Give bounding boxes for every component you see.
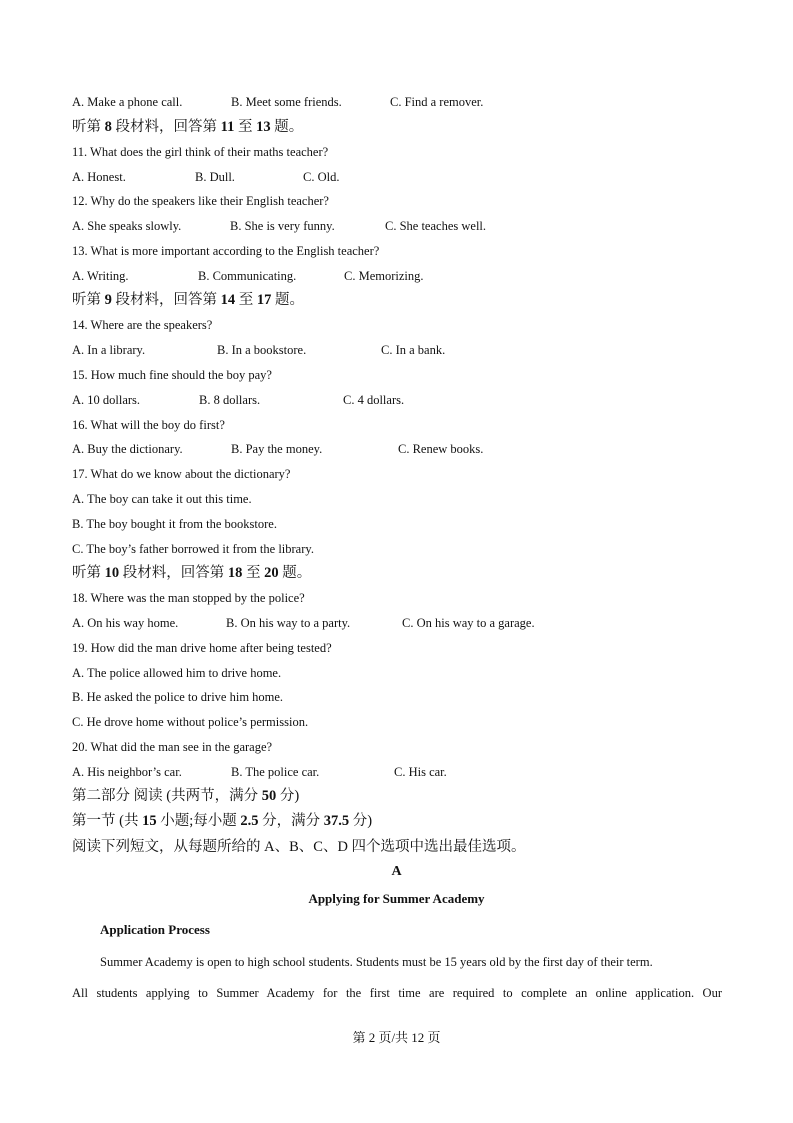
q19-option-b: B. He asked the police to drive him home.	[72, 690, 284, 704]
page-footer: 第 2 页/共 12 页	[352, 1030, 441, 1045]
q15-option-c: C. 4 dollars.	[343, 393, 405, 407]
q10-option-b: B. Meet some friends.	[231, 95, 342, 109]
q10-option-c: C. Find a remover.	[390, 95, 484, 109]
passage-subheading: Application Process	[100, 922, 210, 937]
q11-option-b: B. Dull.	[195, 170, 235, 184]
q18-stem: 18. Where was the man stopped by the police?	[72, 591, 305, 605]
q12-option-a: A. She speaks slowly.	[72, 219, 182, 233]
q15-option-a: A. 10 dollars.	[72, 393, 141, 407]
q14-option-b: B. In a bookstore.	[217, 343, 307, 357]
q17-option-a: A. The boy can take it out this time.	[72, 492, 252, 506]
q19-option-c: C. He drove home without police’s permission.	[72, 715, 309, 729]
q14-stem: 14. Where are the speakers?	[72, 318, 213, 332]
q11-stem: 11. What does the girl think of their maths teacher?	[72, 145, 329, 159]
q19-option-a: A. The police allowed him to drive home.	[72, 666, 282, 680]
q10-option-a: A. Make a phone call.	[72, 95, 183, 109]
q15-stem: 15. How much fine should the boy pay?	[72, 368, 272, 382]
passage-letter: A	[391, 864, 402, 879]
q17-option-b: B. The boy bought it from the bookstore.	[72, 517, 277, 531]
q16-option-a: A. Buy the dictionary.	[72, 442, 183, 456]
q14-option-c: C. In a bank.	[381, 343, 446, 357]
passage-title: Applying for Summer Academy	[308, 891, 485, 906]
q20-stem: 20. What did the man see in the garage?	[72, 740, 273, 754]
q18-option-a: A. On his way home.	[72, 616, 179, 630]
q12-option-c: C. She teaches well.	[385, 219, 487, 233]
part-2-heading: 第二部分 阅读 (共两节，满分 50 分)	[72, 788, 300, 804]
q16-option-b: B. Pay the money.	[231, 442, 323, 456]
q11-option-a: A. Honest.	[72, 170, 126, 184]
section-10-heading: 听第 10 段材料，回答第 18 至 20 题。	[72, 565, 312, 581]
q16-option-c: C. Renew books.	[398, 442, 484, 456]
reading-instruction: 阅读下列短文，从每题所给的 A、B、C、D 四个选项中选出最佳选项。	[72, 839, 526, 855]
q17-option-c: C. The boy’s father borrowed it from the library.	[72, 542, 314, 556]
q13-option-c: C. Memorizing.	[344, 269, 424, 283]
q14-option-a: A. In a library.	[72, 343, 146, 357]
q11-option-c: C. Old.	[303, 170, 340, 184]
q18-option-c: C. On his way to a garage.	[402, 616, 535, 630]
q16-stem: 16. What will the boy do first?	[72, 418, 225, 432]
q13-stem: 13. What is more important according to the English teacher?	[72, 244, 380, 258]
section-9-heading: 听第 9 段材料，回答第 14 至 17 题。	[72, 292, 304, 308]
paragraph-line-1: Summer Academy is open to high school students. Students must be 15 years old by the first day of their term.	[100, 955, 653, 969]
q18-option-b: B. On his way to a party.	[226, 616, 351, 630]
q20-option-a: A. His neighbor’s car.	[72, 765, 182, 779]
q20-option-b: B. The police car.	[231, 765, 320, 779]
q19-stem: 19. How did the man drive home after being tested?	[72, 641, 332, 655]
q13-option-a: A. Writing.	[72, 269, 129, 283]
section-1-heading: 第一节 (共 15 小题;每小题 2.5 分，满分 37.5 分)	[72, 813, 373, 829]
paragraph-line-2: All students applying to Summer Academy for the first time are required to complete an online application. Our	[72, 986, 722, 1000]
q17-stem: 17. What do we know about the dictionary?	[72, 467, 291, 481]
section-8-heading: 听第 8 段材料，回答第 11 至 13 题。	[72, 119, 304, 135]
q12-option-b: B. She is very funny.	[230, 219, 335, 233]
q15-option-b: B. 8 dollars.	[199, 393, 261, 407]
q13-option-b: B. Communicating.	[198, 269, 297, 283]
q12-stem: 12. Why do the speakers like their English teacher?	[72, 194, 329, 208]
q20-option-c: C. His car.	[394, 765, 447, 779]
